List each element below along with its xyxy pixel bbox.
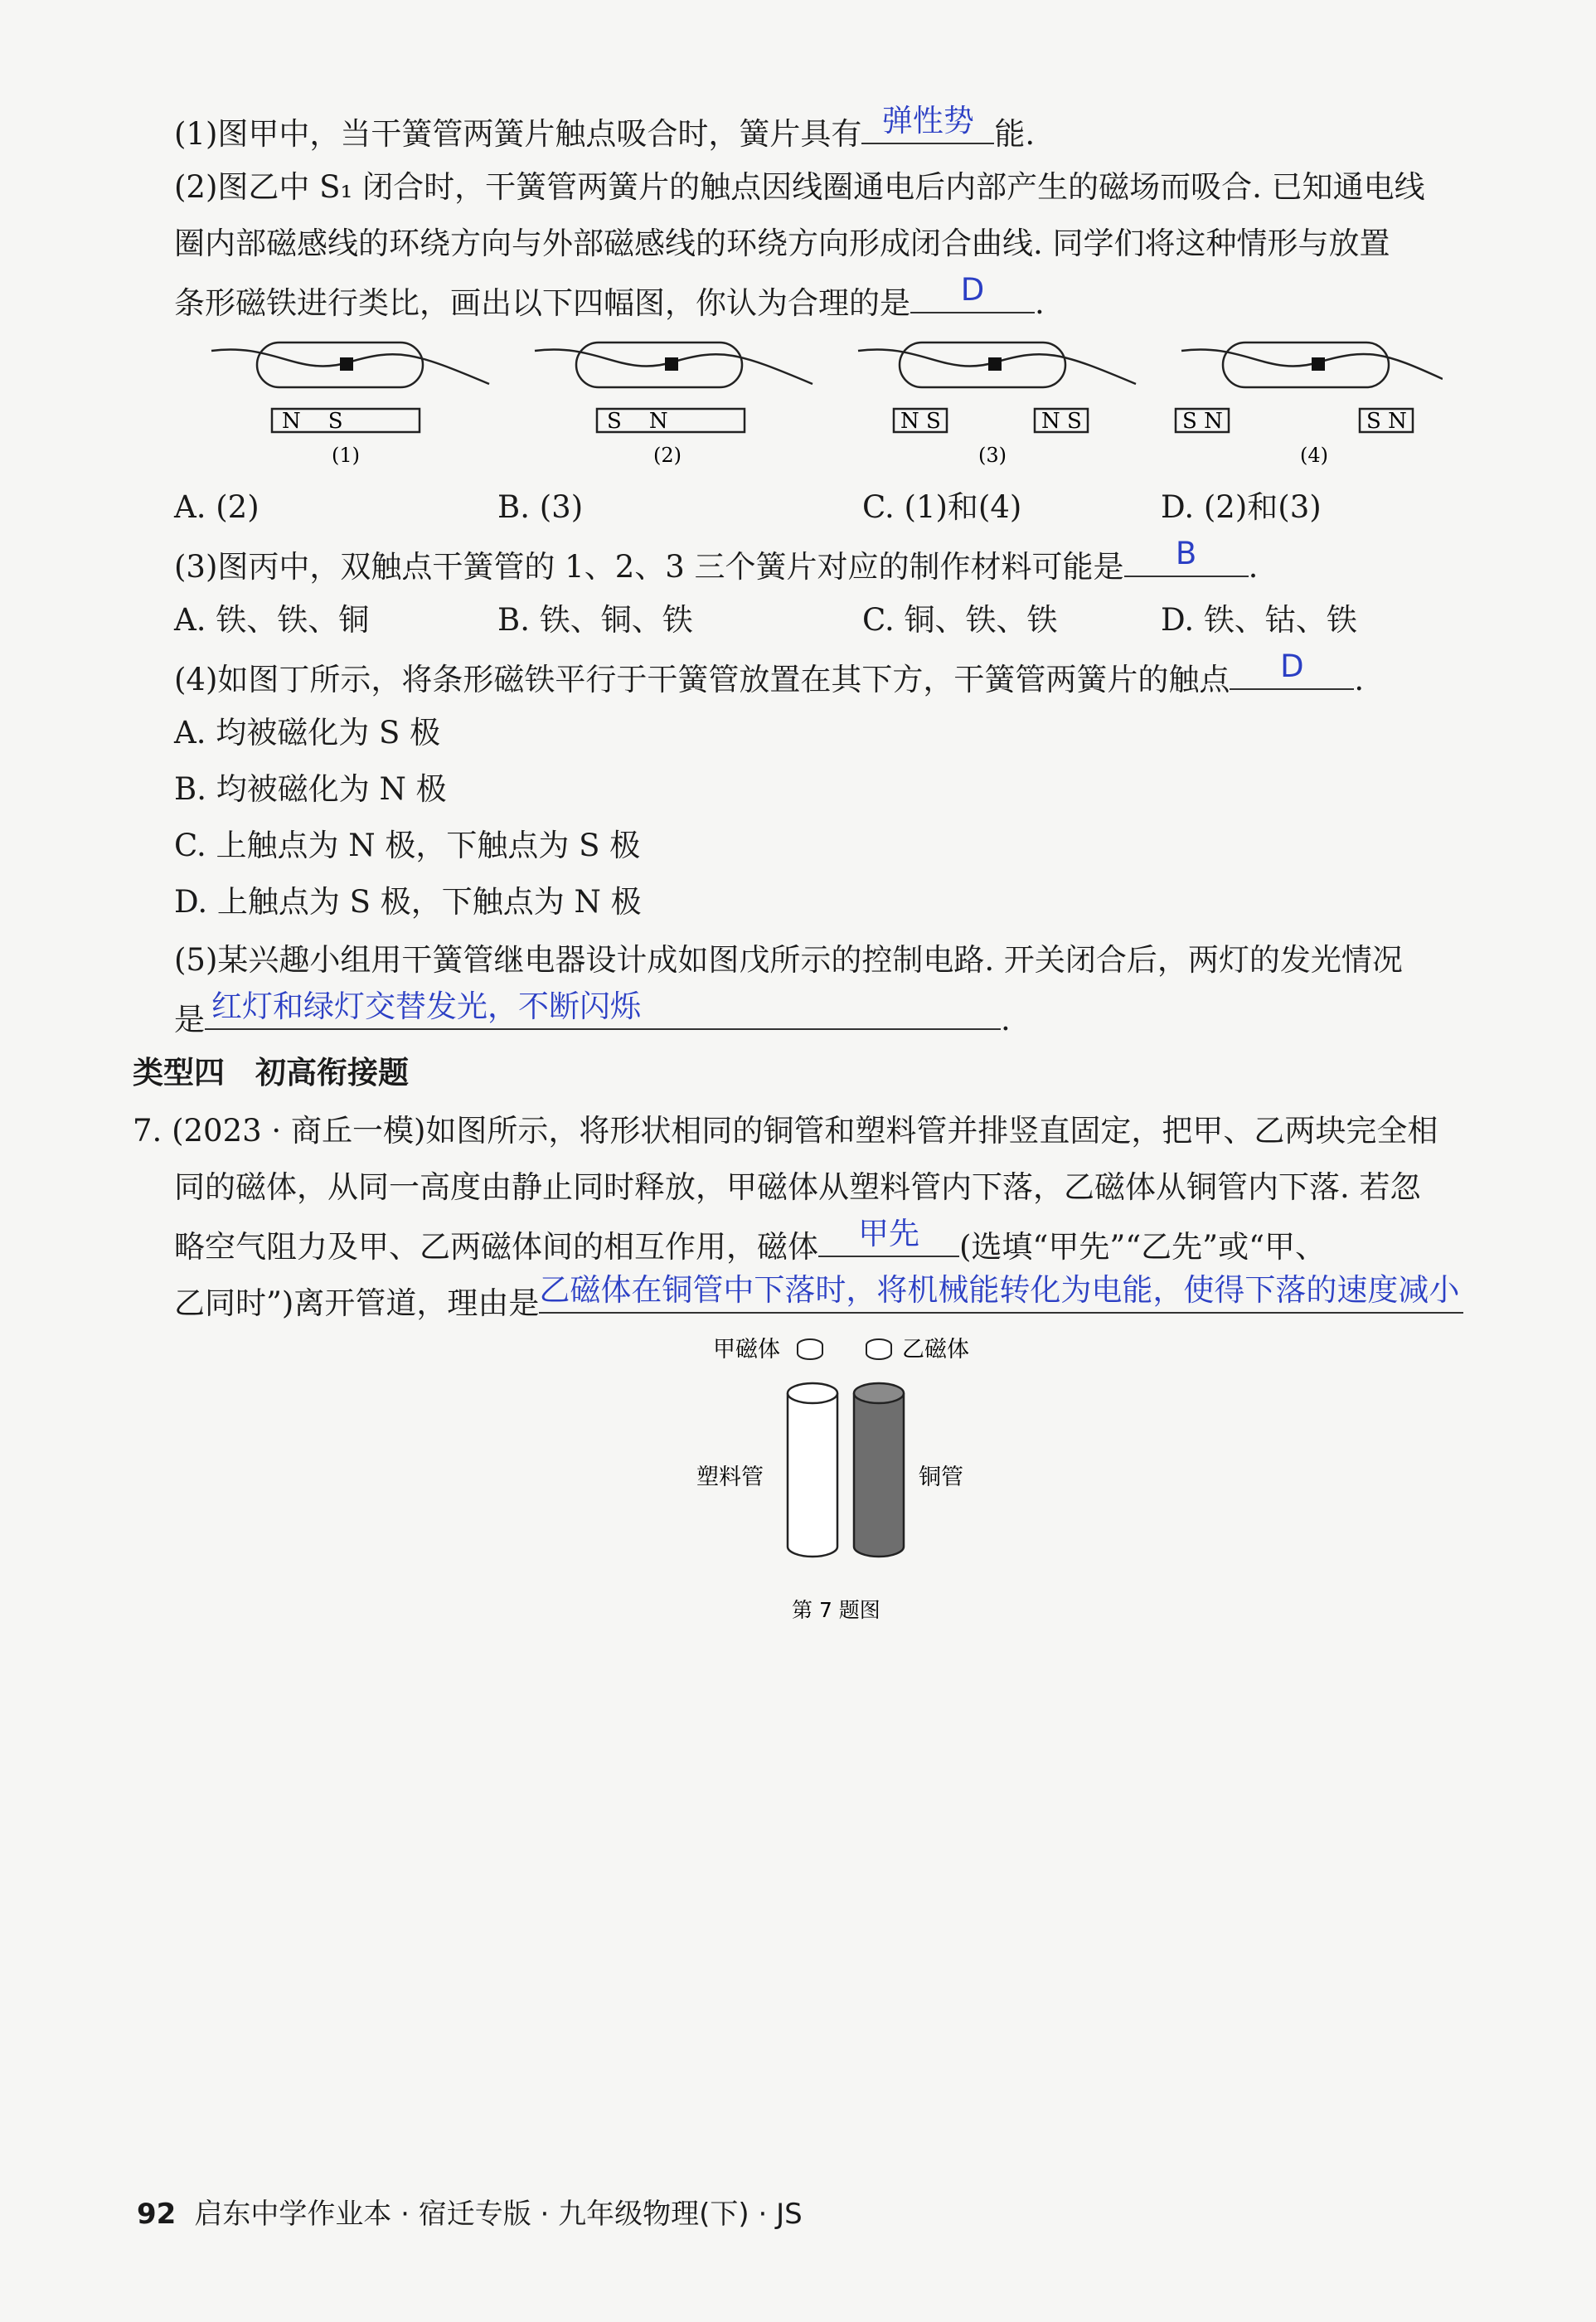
q2-text-after: . xyxy=(1035,285,1045,321)
q4-line xyxy=(174,649,1365,705)
q7-line1: 7. (2023 · 商丘一模)如图所示，将形状相同的铜管和塑料管并排竖直固定，把甲、乙两块完全相 xyxy=(133,1113,1438,1149)
q2-figures xyxy=(199,328,1443,477)
fig1-caption: (1) xyxy=(332,444,360,467)
q4-option-d: D. 上触点为 S 极，下触点为 N 极 xyxy=(174,884,642,920)
magnet-a-icon xyxy=(798,1339,822,1359)
q5-text-after: . xyxy=(1001,1002,1011,1037)
q3-option-d: D. 铁、钴、铁 xyxy=(1161,602,1357,638)
q7-figure xyxy=(680,1327,1045,1634)
copper-tube-label: 铜管 xyxy=(919,1465,963,1490)
q2-figure-4 xyxy=(1176,342,1443,467)
q5-answer: 红灯和绿灯交替发光，不断闪烁 xyxy=(211,989,641,1024)
fig2-caption: (2) xyxy=(653,444,682,467)
q4-text: (4)如图丁所示，将条形磁铁平行于干簧管放置在其下方，干簧管两簧片的触点 xyxy=(174,662,1230,697)
q3-option-a: A. 铁、铁、铜 xyxy=(174,602,370,638)
q7-text-4: 乙同时”)离开管道，理由是 xyxy=(174,1285,540,1321)
q2-line1: (2)图乙中 S₁ 闭合时，干簧管两簧片的触点因线圈通电后内部产生的磁场而吸合. 已知通电线 xyxy=(174,169,1425,205)
q4-option-c: C. 上触点为 N 极，下触点为 S 极 xyxy=(174,828,641,863)
q7-blank1 xyxy=(818,1216,959,1257)
q5-blank xyxy=(205,989,1001,1030)
fig3-caption: (3) xyxy=(978,444,1007,467)
q4-text-after: . xyxy=(1354,662,1365,697)
book-title: 启东中学作业本 · 宿迁专版 · 九年级物理(下) · JS xyxy=(194,2198,803,2231)
q3-option-c: C. 铜、铁、铁 xyxy=(862,602,1058,638)
q4-option-a: A. 均被磁化为 S 极 xyxy=(174,715,441,751)
fig1-magnet-label: N S xyxy=(282,409,343,434)
q2-blank xyxy=(910,272,1035,313)
magnet-a-label: 甲磁体 xyxy=(713,1337,780,1363)
footer xyxy=(137,2191,803,2232)
q2-line3 xyxy=(174,272,1045,328)
plastic-tube-label: 塑料管 xyxy=(696,1465,764,1490)
page-number: 92 xyxy=(137,2198,177,2231)
fig2-magnet-label: S N xyxy=(607,409,668,434)
q5-line2 xyxy=(174,989,1011,1045)
q1-line xyxy=(174,103,1036,159)
q5-line1: (5)某兴趣小组用干簧管继电器设计成如图戊所示的控制电路. 开关闭合后，两灯的发光情况 xyxy=(174,942,1403,978)
q2-option-d: D. (2)和(3) xyxy=(1161,489,1322,525)
fig4-magnet-right: S N xyxy=(1366,409,1407,434)
q7-text: 略空气阻力及甲、乙两磁体间的相互作用，磁体 xyxy=(174,1229,818,1265)
q2-figure-1 xyxy=(211,342,489,467)
q1-text-after: 能. xyxy=(994,116,1036,152)
q3-text: (3)图丙中，双触点干簧管的 1、2、3 三个簧片对应的制作材料可能是 xyxy=(174,549,1124,585)
fig4-magnet-left: S N xyxy=(1182,409,1223,434)
fig3-magnet-right: N S xyxy=(1041,409,1082,434)
fig4-caption: (4) xyxy=(1300,444,1328,467)
q7-line2: 同的磁体，从同一高度由静止同时释放，甲磁体从塑料管内下落，乙磁体从铜管内下落. 若忽 xyxy=(174,1169,1421,1205)
q2-option-b: B. (3) xyxy=(497,489,584,525)
q7-text-after: (选填“甲先”“乙先”或“甲、 xyxy=(959,1229,1327,1265)
q7-blank2 xyxy=(539,1272,1463,1314)
q7-answer2: 乙磁体在铜管中下落时，将机械能转化为电能，使得下落的速度减小 xyxy=(539,1272,1460,1308)
q5-text: 是 xyxy=(174,1002,205,1037)
section-heading: 类型四 初高衔接题 xyxy=(133,1055,409,1091)
magnet-b-label: 乙磁体 xyxy=(902,1337,969,1363)
q7-figure-caption: 第 7 题图 xyxy=(792,1598,880,1622)
q2-figure-2 xyxy=(535,342,813,467)
q2-option-a: A. (2) xyxy=(174,489,260,525)
q1-blank xyxy=(861,103,994,144)
q3-blank xyxy=(1124,536,1249,577)
q4-answer: D xyxy=(1280,649,1304,684)
q4-blank xyxy=(1230,649,1354,690)
q7-line4 xyxy=(174,1272,1463,1329)
q4-option-b: B. 均被磁化为 N 极 xyxy=(174,771,447,807)
magnet-b-icon xyxy=(866,1339,891,1359)
q3-text-after: . xyxy=(1248,549,1259,585)
plastic-tube xyxy=(788,1383,837,1557)
q1-answer: 弹性势 xyxy=(881,103,974,138)
q2-line2: 圈内部磁感线的环绕方向与外部磁感线的环绕方向形成闭合曲线. 同学们将这种情形与放置 xyxy=(174,226,1390,261)
copper-tube xyxy=(854,1383,904,1557)
q2-text: 条形磁铁进行类比，画出以下四幅图，你认为合理的是 xyxy=(174,285,910,321)
q2-figure-3 xyxy=(858,342,1136,467)
q2-answer: D xyxy=(960,272,985,308)
fig3-magnet-left: N S xyxy=(900,409,941,434)
q7-line3 xyxy=(174,1216,1327,1272)
q3-answer: B xyxy=(1175,536,1197,571)
q7-answer1: 甲先 xyxy=(858,1216,919,1251)
q2-option-c: C. (1)和(4) xyxy=(862,489,1022,525)
q1-text: (1)图甲中，当干簧管两簧片触点吸合时，簧片具有 xyxy=(174,116,862,152)
q3-option-b: B. 铁、铜、铁 xyxy=(497,602,693,638)
q3-line xyxy=(174,536,1259,592)
